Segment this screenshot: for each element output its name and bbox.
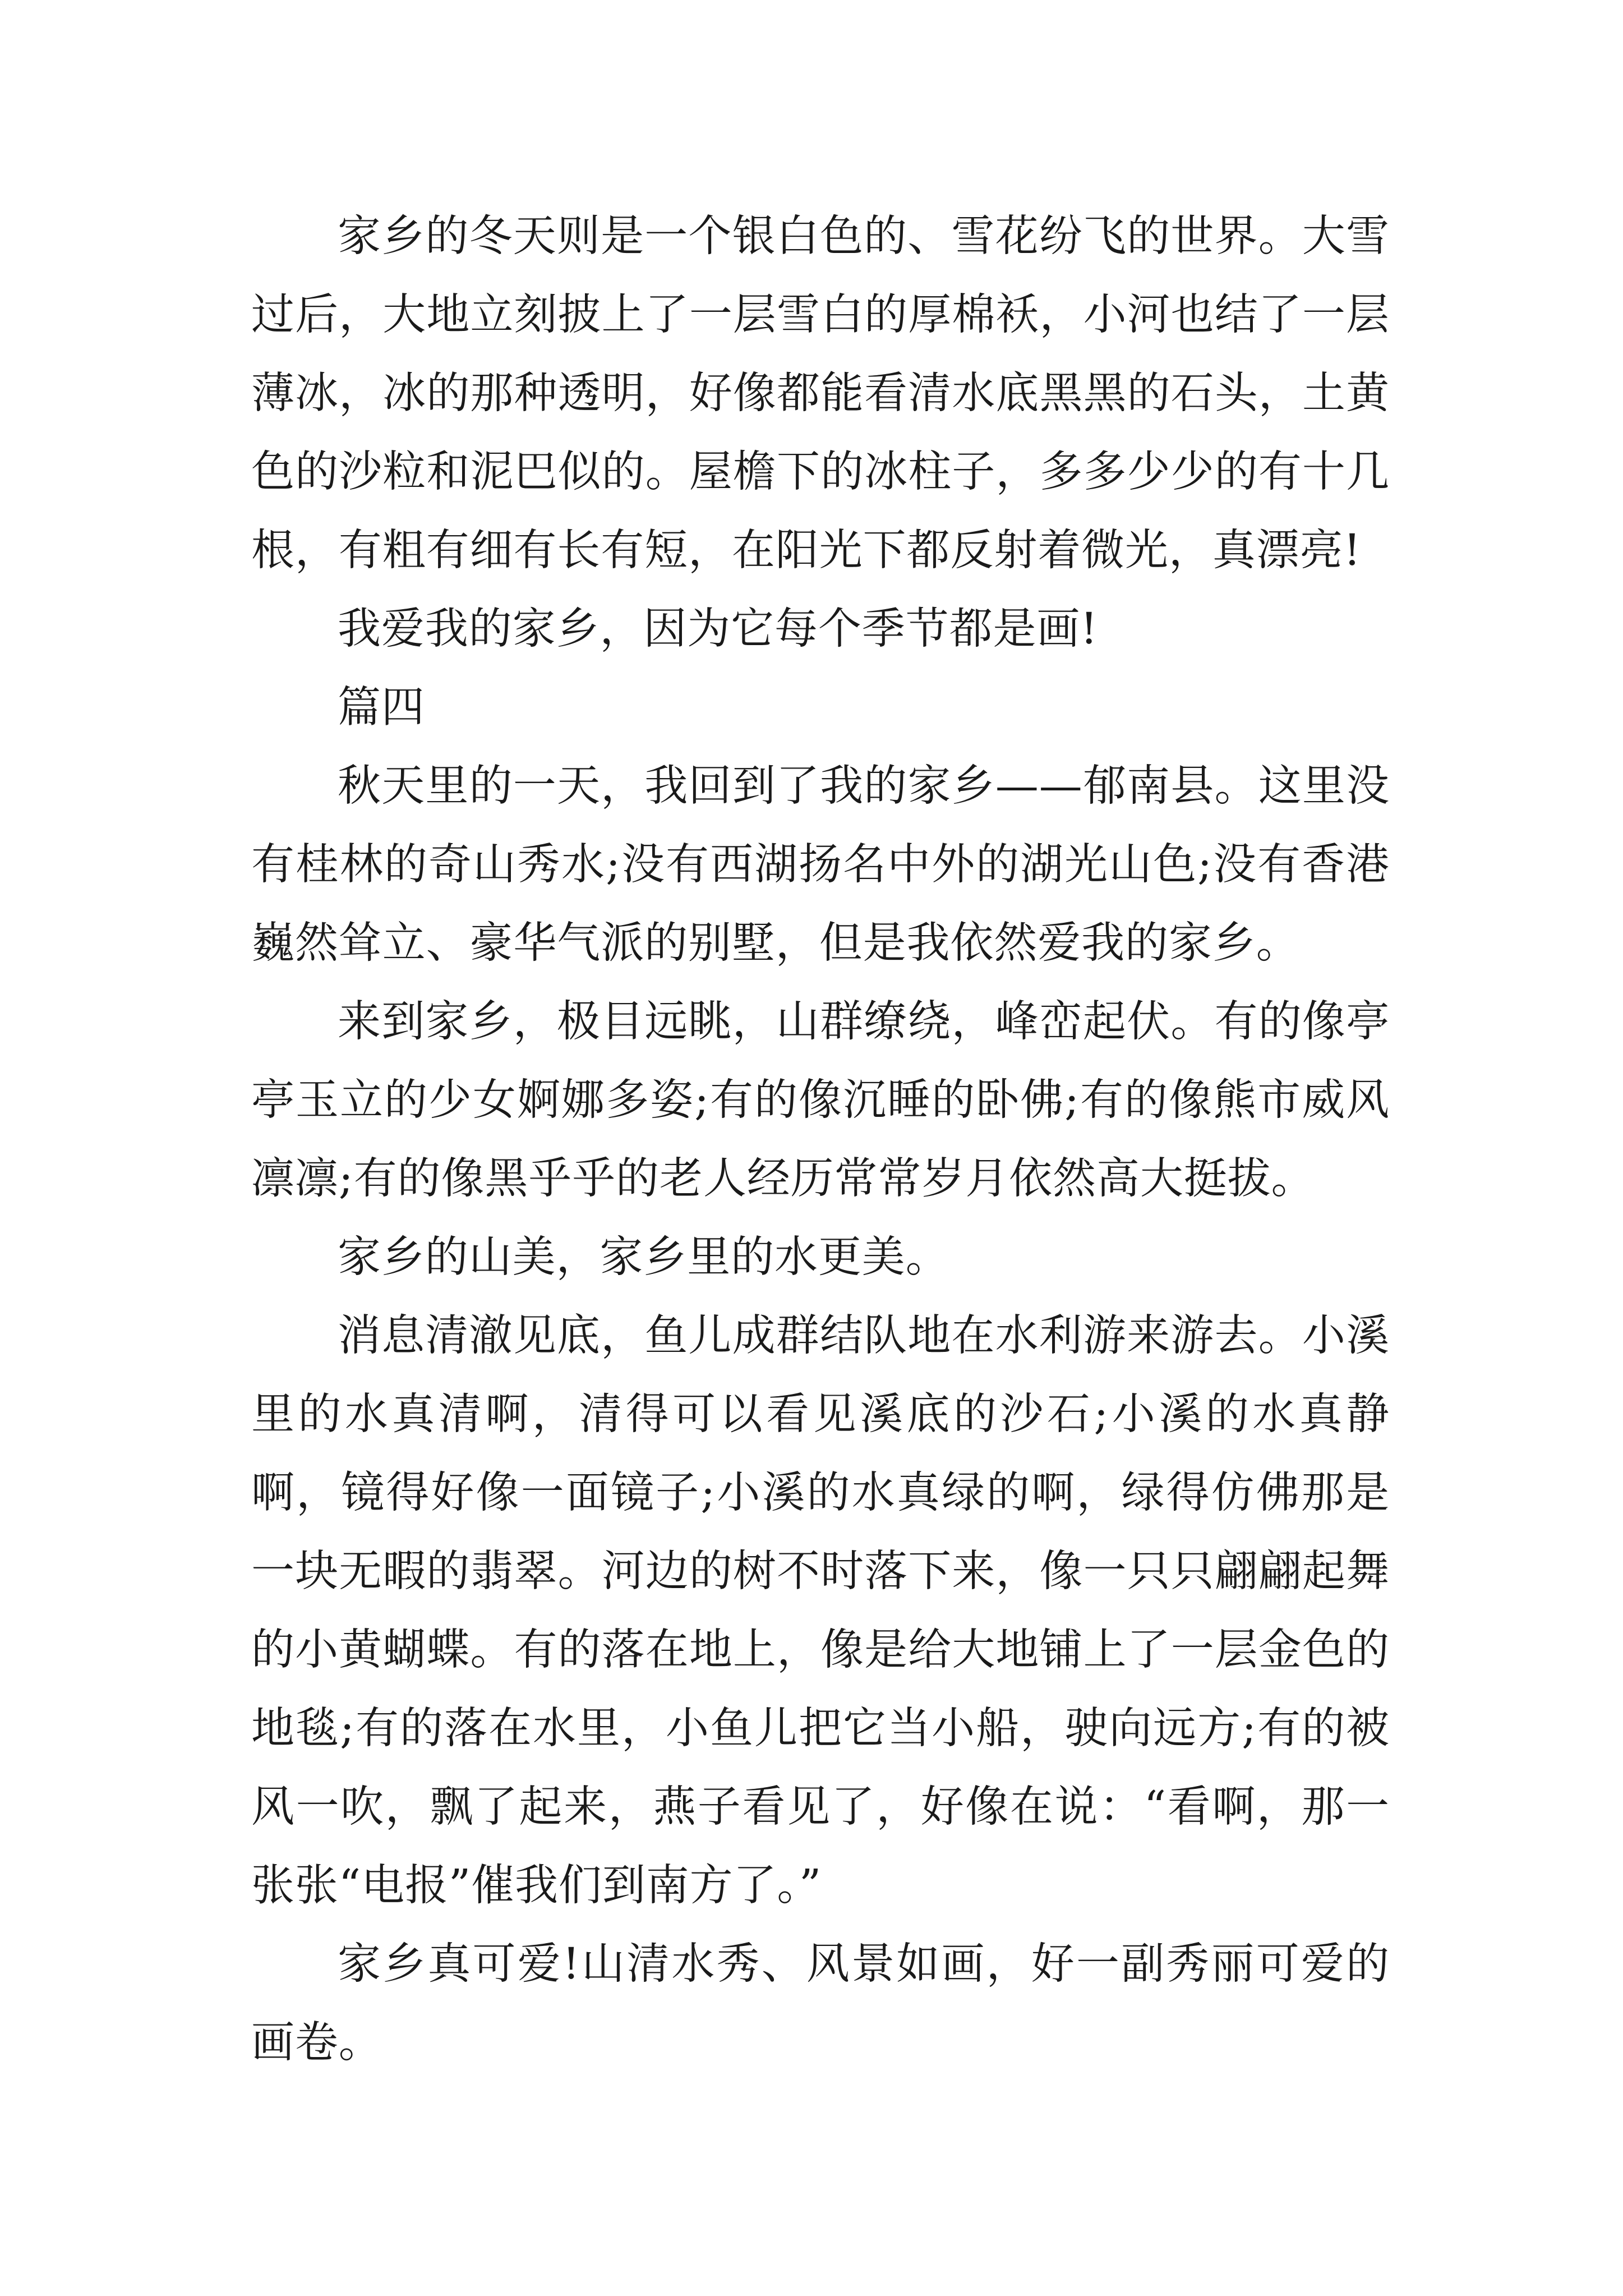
paragraph-autumn-return: 秋天里的一天，我回到了我的家乡——郁南县。这里没有桂林的奇山秀水;没有西湖扬名中外的湖光山色;没有香港巍然耸立、豪华气派的别墅，但是我依然爱我的家乡。 — [251, 761, 1390, 968]
section-heading: 篇四 — [338, 683, 425, 733]
paragraph-love-hometown: 我爱我的家乡，因为它每个季节都是画! — [338, 604, 1099, 654]
paragraph-winter: 家乡的冬天则是一个银白色的、雪花纷飞的世界。大雪过后，大地立刻披上了一层雪白的厚棉袄，小河也结了一层薄冰，冰的那种透明，好像都能看清水底黑黑的石头，土黄色的沙粒和泥巴似的。屋檐下的冰柱子，多多少少的有十几根，有粗有细有长有短，在阳光下都反射着微光，真漂亮! — [251, 211, 1390, 576]
paragraph-conclusion: 家乡真可爱!山清水秀、风景如画，好一副秀丽可爱的画卷。 — [251, 1939, 1390, 2068]
paragraph-mountains: 来到家乡，极目远眺，山群缭绕，峰峦起伏。有的像亭亭玉立的少女婀娜多姿;有的像沉睡的卧佛;有的像熊市威风凛凛;有的像黑乎乎的老人经历常常岁月依然高大挺拔。 — [251, 997, 1390, 1204]
article-body — [251, 197, 1390, 2082]
paragraph-stream: 消息清澈见底，鱼儿成群结队地在水利游来游去。小溪里的水真清啊，清得可以看见溪底的沙石;小溪的水真静啊，镜得好像一面镜子;小溪的水真绿的啊，绿得仿佛那是一块无暇的翡翠。河边的树不时落下来，像一只只翩翩起舞的小黄蝴蝶。有的落在地上，像是给大地铺上了一层金色的地毯;有的落在水里，小鱼儿把它当小船，驶向远方;有的被风一吹，飘了起来，燕子看见了，好像在说：“看啊，那一张张“电报”催我们到南方了。” — [251, 1311, 1390, 1911]
paragraph-mountain-water: 家乡的山美，家乡里的水更美。 — [338, 1232, 949, 1282]
